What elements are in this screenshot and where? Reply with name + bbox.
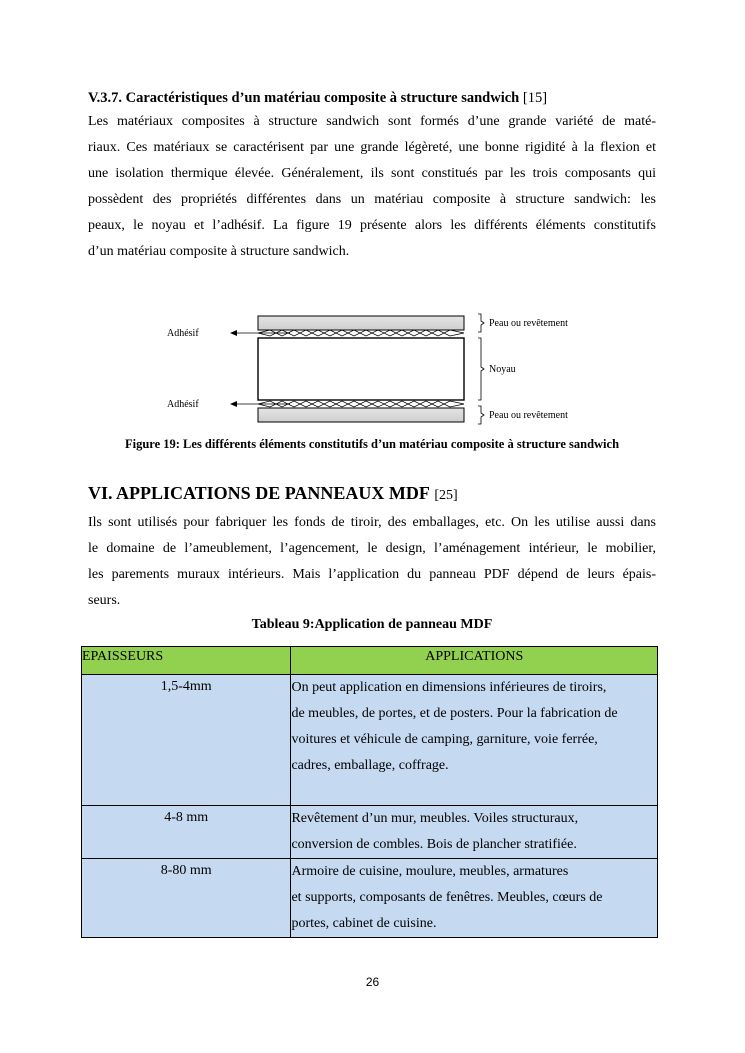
section-v37-ref: [15] (522, 90, 548, 106)
sandwich-structure-figure (160, 308, 600, 426)
section-vi-heading (88, 481, 658, 508)
cell-line: et supports, composants de fenêtres. Meubles, cœurs de (291, 890, 603, 905)
paragraph-line: seurs. (88, 593, 121, 608)
section-vi-title: VI. APPLICATIONS DE PANNEAUX MDF (88, 483, 430, 503)
mdf-applications-table (81, 646, 658, 938)
cell-line: portes, cabinet de cuisine. (291, 916, 437, 931)
bottom-skin-layer (258, 408, 464, 422)
cell-line: de meubles, de portes, et de posters. Pour la fabrication de (291, 706, 618, 721)
section-vi-ref: [25] (434, 488, 458, 503)
paragraph-line: possèdent des propriétés différentes dans un matériau composite à structure sandwich: les (88, 192, 656, 207)
paragraph-line: d’un matériau composite à structure sandwich. (88, 244, 350, 259)
adhesive-bottom-label: Adhésif (167, 399, 199, 410)
top-skin-layer (258, 316, 464, 330)
applications-cell (291, 806, 658, 859)
cell-line: conversion de combles. Bois de plancher stratifiée. (291, 837, 577, 852)
paragraph-line: le domaine de l’ameublement, l’agencement, le design, l’aménagement intérieur, le mobilier, (88, 541, 656, 556)
section-v37-paragraph (88, 109, 656, 265)
paragraph-line: peaux, le noyau et l’adhésif. La figure 19 présente alors les différents éléments constitutifs (88, 218, 656, 233)
paragraph-line: les parements muraux intérieurs. Mais l’application du panneau PDF dépend de leurs épais- (88, 567, 656, 582)
cell-line: voitures et véhicule de camping, garniture, voie ferrée, (291, 732, 598, 747)
applications-cell (291, 859, 658, 938)
skin-top-label: Peau ou revêtement (489, 318, 568, 329)
paragraph-line: Les matériaux composites à structure sandwich sont formés d’une grande variété de maté- (88, 114, 656, 129)
adhesive-top-label: Adhésif (167, 328, 199, 339)
table-row (82, 859, 658, 938)
table-header-row (82, 647, 658, 675)
applications-cell (291, 675, 658, 806)
table-9-caption: Tableau 9:Application de panneau MDF (251, 617, 493, 632)
core-label: Noyau (489, 364, 516, 375)
table-row (82, 806, 658, 859)
header-applications: APPLICATIONS (291, 647, 658, 675)
paragraph-line: une isolation thermique élevée. Généralement, ils sont constitués par les trois composants qui (88, 166, 656, 181)
skin-bottom-label: Peau ou revêtement (489, 410, 568, 421)
section-v37-title: V.3.7. Caractéristiques d’un matériau composite à structure sandwich (88, 90, 520, 106)
table-row (82, 675, 658, 806)
section-vi-paragraph (88, 510, 656, 614)
paragraph-line: riaux. Ces matériaux se caractérisent par une grande légèreté, une bonne rigidité à la flexion et (88, 140, 656, 155)
section-v37-heading (88, 89, 658, 107)
figure-19-caption: Figure 19: Les différents éléments constitutifs d’un matériau composite à structure sandwich (124, 437, 620, 451)
page-number: 26 (365, 975, 380, 989)
cell-line: Revêtement d’un mur, meubles. Voiles structuraux, (291, 811, 579, 826)
cell-line: Armoire de cuisine, moulure, meubles, armatures (291, 864, 569, 879)
core-layer (258, 338, 464, 400)
paragraph-line: Ils sont utilisés pour fabriquer les fonds de tiroir, des emballages, etc. On les utilise aussi dans (88, 515, 656, 530)
thickness-cell: 8-80 mm (82, 859, 291, 938)
cell-line: On peut application en dimensions inférieures de tiroirs, (291, 680, 607, 695)
thickness-cell: 4-8 mm (82, 806, 291, 859)
header-thickness: EPAISSEURS (82, 647, 291, 675)
thickness-cell: 1,5-4mm (82, 675, 291, 806)
cell-line: cadres, emballage, coffrage. (291, 758, 449, 773)
